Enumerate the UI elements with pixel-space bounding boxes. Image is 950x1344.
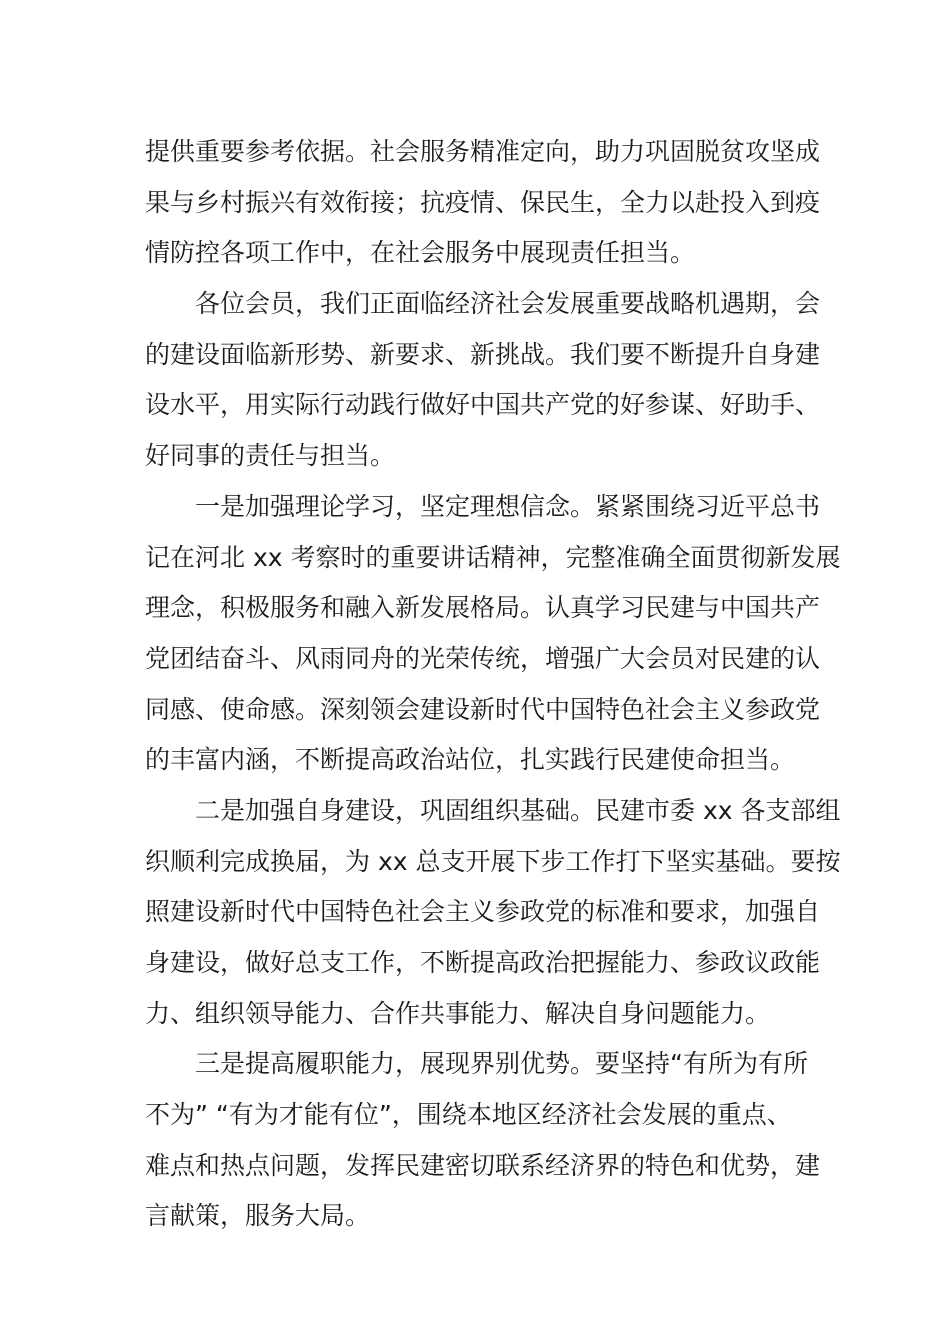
- paragraph: [145, 482, 841, 786]
- text-line: 的丰富内涵，不断提高政治站位，扎实践行民建使命担当。: [145, 745, 796, 775]
- text-line: 同感、使命感。深刻领会建设新时代中国特色社会主义参政党: [145, 694, 821, 724]
- paragraph: [145, 279, 821, 482]
- text-line: 情防控各项工作中，在社会服务中展现责任担当。: [145, 238, 696, 268]
- paragraph: [145, 786, 841, 1039]
- text-line: 织顺利完成换届，为 xx 总支开展下步工作打下坚实基础。要按: [145, 846, 841, 876]
- text-line: 好同事的责任与担当。: [145, 441, 396, 471]
- text-line: 三是提高履职能力，展现界别优势。要坚持“有所为有所: [195, 1049, 808, 1079]
- text-line: 理念，积极服务和融入新发展格局。认真学习民建与中国共产: [145, 593, 821, 623]
- text-line: 力、组织领导能力、合作共事能力、解决自身问题能力。: [145, 998, 771, 1028]
- text-line: 提供重要参考依据。社会服务精准定向，助力巩固脱贫攻坚成: [145, 137, 821, 166]
- text-line: 党团结奋斗、风雨同舟的光荣传统，增强广大会员对民建的认: [145, 643, 821, 673]
- text-line: 的建设面临新形势、新要求、新挑战。我们要不断提升自身建: [145, 339, 821, 369]
- text-line: 记在河北 xx 考察时的重要讲话精神，完整准确全面贯彻新发展: [145, 542, 841, 572]
- text-line: 言献策，服务大局。: [145, 1201, 371, 1231]
- text-line: 各位会员，我们正面临经济社会发展重要战略机遇期，会: [195, 289, 821, 319]
- text-line: 身建设，做好总支工作，不断提高政治把握能力、参政议政能: [145, 948, 821, 977]
- text-line: 难点和热点问题，发挥民建密切联系经济界的特色和优势，建: [145, 1150, 821, 1180]
- text-line: 照建设新时代中国特色社会主义参政党的标准和要求，加强自: [145, 897, 821, 927]
- text-line: 果与乡村振兴有效衔接；抗疫情、保民生，全力以赴投入到疫: [145, 187, 821, 217]
- paragraph: [145, 127, 821, 279]
- text-line: 不为” “有为才能有位”，围绕本地区经济社会发展的重点、: [145, 1100, 792, 1130]
- text-line: 二是加强自身建设，巩固组织基础。民建市委 xx 各支部组: [195, 795, 841, 825]
- paragraph: [145, 1039, 821, 1242]
- body-text: [145, 127, 841, 1242]
- text-line: 一是加强理论学习，坚定理想信念。紧紧围绕习近平总书: [195, 491, 821, 521]
- text-line: 设水平，用实际行动践行做好中国共产党的好参谋、好助手、: [145, 390, 821, 420]
